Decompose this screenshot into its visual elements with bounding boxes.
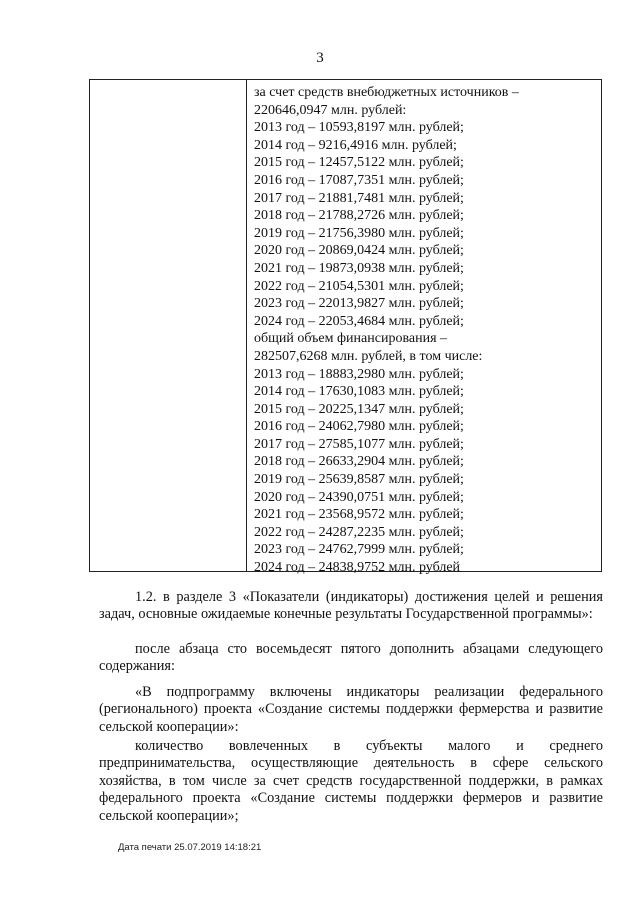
page-number: 3 — [316, 50, 324, 66]
funding-line: 2024 год – 24838,9752 млн. рублей — [254, 560, 461, 576]
funding-line: 2016 год – 24062,7980 млн. рублей; — [254, 419, 464, 435]
paragraph-after-185 — [99, 641, 603, 676]
funding-line: 2015 год – 20225,1347 млн. рублей; — [254, 401, 464, 417]
funding-line: 2017 год – 21881,7481 млн. рублей; — [254, 190, 464, 206]
funding-line: 2014 год – 9216,4916 млн. рублей; — [254, 137, 457, 153]
funding-line: 2021 год – 19873,0938 млн. рублей; — [254, 260, 464, 276]
funding-line: 2014 год – 17630,1083 млн. рублей; — [254, 384, 464, 400]
funding-line: 2023 год – 22013,9827 млн. рублей; — [254, 296, 464, 312]
funding-line: 2020 год – 20869,0424 млн. рублей; — [254, 243, 464, 259]
funding-line: 2019 год – 21756,3980 млн. рублей; — [254, 225, 464, 241]
funding-line: 2019 год – 25639,8587 млн. рублей; — [254, 472, 464, 488]
funding-table — [89, 79, 602, 576]
funding-line: 2013 год – 10593,8197 млн. рублей; — [254, 120, 464, 136]
paragraph-smb-count — [99, 738, 603, 825]
paragraph-section-3 — [99, 589, 603, 624]
paragraph-subprogram-indicators — [99, 684, 603, 736]
funding-line: 2018 год – 21788,2726 млн. рублей; — [254, 208, 464, 224]
funding-line: 2015 год – 12457,5122 млн. рублей; — [254, 155, 464, 171]
funding-line: 2024 год – 22053,4684 млн. рублей; — [254, 313, 464, 329]
funding-line: 2022 год – 24287,2235 млн. рублей; — [254, 524, 464, 540]
funding-line: 220646,0947 млн. рублей: — [254, 102, 407, 118]
paragraph-text: 1.2. в разделе 3 «Показатели (индикаторы) достижения целей и решения задач, основные ожидаемые конечные результаты Государственной программы»: — [99, 589, 603, 623]
funding-line: за счет средств внебюджетных источников – — [254, 85, 519, 100]
funding-line: общий объем финансирования – — [254, 331, 448, 347]
table-right-cell — [254, 84, 597, 577]
funding-line: 2021 год – 23568,9572 млн. рублей; — [254, 507, 464, 523]
print-date: Дата печати 25.07.2019 14:18:21 — [118, 842, 262, 853]
paragraph-text: «В подпрограмму включены индикаторы реализации федерального (регионального) проекта «Создание системы поддержки фермерства и развитие сельской кооперации»: — [99, 684, 603, 735]
funding-line: 2018 год – 26633,2904 млн. рублей; — [254, 454, 464, 470]
funding-line: 2017 год – 27585,1077 млн. рублей; — [254, 436, 464, 452]
table-column-divider — [246, 80, 247, 571]
funding-line: 282507,6268 млн. рублей, в том числе: — [254, 348, 483, 364]
funding-line: 2023 год – 24762,7999 млн. рублей; — [254, 542, 464, 558]
funding-line: 2022 год – 21054,5301 млн. рублей; — [254, 278, 464, 294]
funding-line: 2016 год – 17087,7351 млн. рублей; — [254, 172, 464, 188]
funding-line: 2020 год – 24390,0751 млн. рублей; — [254, 489, 464, 505]
paragraph-text: после абзаца сто восемьдесят пятого дополнить абзацами следующего содержания: — [99, 641, 603, 675]
funding-line: 2013 год – 18883,2980 млн. рублей; — [254, 366, 464, 382]
paragraph-text: количество вовлеченных в субъекты малого и среднего предпринимательства, осуществляющие деятельность в сфере сельского хозяйства, в том числе за счет средств государственной поддержки, в рамках федерального проекта «Создание системы поддержки фермеров и развитие сельской кооперации»; — [99, 738, 603, 824]
